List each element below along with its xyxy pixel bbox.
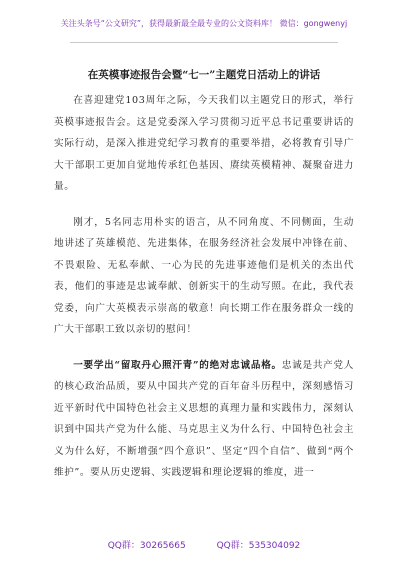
footer-contacts	[0, 538, 408, 551]
document-title: 在英模事迹报告会暨“七一”主题党日活动上的讲话	[87, 69, 321, 81]
document-body	[54, 90, 354, 498]
paragraph-text: 在喜迎建党103周年之际，今天我们以主题党日的形式，举行英模事迹报告会。这是党委深入学习贯彻习近平总书记重要讲话的实际行动，是深入推进党纪学习教育的重要举措，必将教育引导广大干部职工更加自觉地传承红色基因、赓续英模精神、凝聚奋进力量。	[54, 95, 354, 192]
paragraph-lead: 一要学出“留取丹心照汗青”的绝对忠诚品格。	[73, 359, 282, 371]
paragraph-text: 忠诚是共产党人的核心政治品质，要从中国共产党的百年奋斗历程中，深刻感悟习近平新时代中国特色社会主义思想的真理力量和实践伟力，深刻认识到中国共产党为什么能、马克思主义为什么行、中国特色社会主义为什么好，不断增强“四个意识”、坚定“四个自信”、做到“两个维护”。要从历史逻辑、实践逻辑和理论逻辑的维度，进一	[54, 359, 355, 478]
header-banner: 关注头条号“公文研究”，获得最新最全最专业的公文资料库！ 微信：gongwenyj	[60, 19, 348, 28]
paragraph-loyalty	[54, 355, 354, 484]
footer-qq-group-1: QQ群：30265665	[107, 541, 186, 551]
header-divider	[70, 42, 338, 43]
footer-qq-group-2: QQ群：535304092	[216, 541, 301, 551]
paragraph-tribute	[54, 212, 354, 341]
paragraph-intro	[54, 90, 354, 198]
paragraph-text: 刚才，5名同志用朴实的语言，从不同角度、不同侧面，生动地讲述了英雄模范、先进集体，在服务经济社会发展中冲锋在前、不畏艰险、无私奉献、一心为民的先进事迹他们是机关的杰出代表，他们的事迹是忠诚奉献、创新实干的生动写照。在此，我代表党委，向广大英模表示崇高的敬意！向长期工作在服务群众一线的广大干部职工致以亲切的慰问！	[54, 216, 354, 335]
